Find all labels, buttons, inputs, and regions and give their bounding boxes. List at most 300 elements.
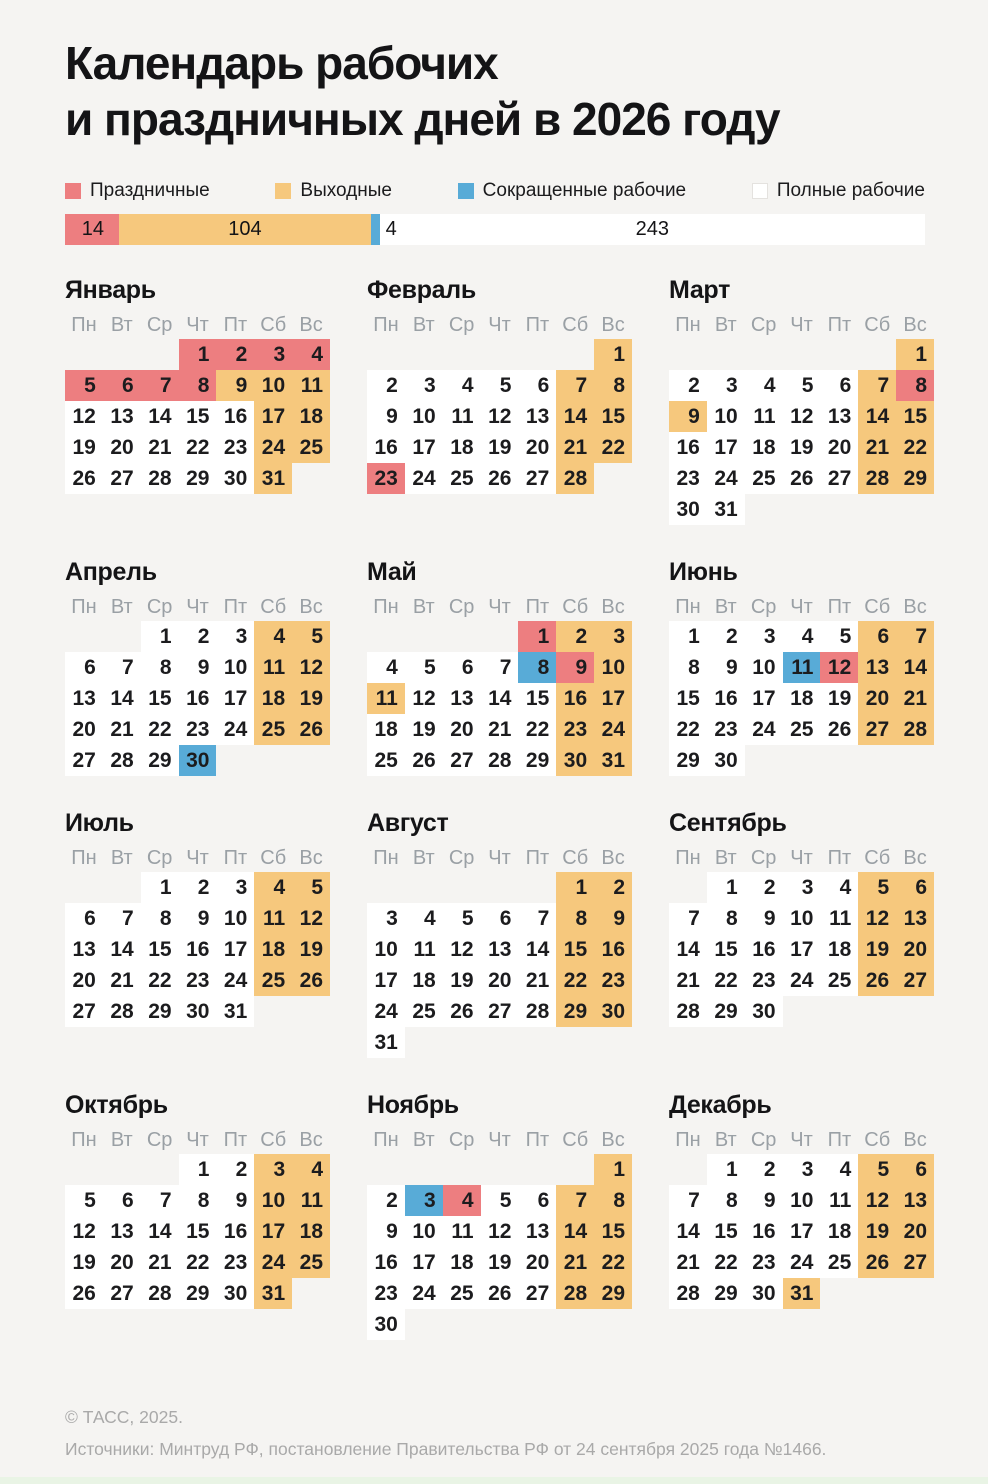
- day-cell: 6: [481, 903, 519, 934]
- day-cell: 1: [179, 1154, 217, 1185]
- weekday-label: Ср: [448, 847, 475, 870]
- day-cell: 23: [669, 463, 707, 494]
- day-cell: 22: [707, 1247, 745, 1278]
- day-cell: 19: [292, 934, 330, 965]
- day-cell: 12: [858, 903, 896, 934]
- day-cell: 11: [443, 401, 481, 432]
- day-cell: 15: [707, 934, 745, 965]
- week-row: [367, 745, 632, 776]
- week-row: [367, 872, 632, 903]
- day-cell: 27: [896, 965, 934, 996]
- day-cell: 1: [707, 1154, 745, 1185]
- day-cell: 27: [820, 463, 858, 494]
- weekday-label: Сб: [864, 596, 891, 619]
- weekday-label: Пт: [827, 314, 852, 337]
- day-cell: 11: [405, 934, 443, 965]
- day-cell: 7: [481, 652, 519, 683]
- day-cell: 23: [216, 1247, 254, 1278]
- day-cell: 30: [216, 463, 254, 494]
- day-cell: 20: [896, 934, 934, 965]
- day-cell: 27: [103, 1278, 141, 1309]
- month-block: [367, 276, 632, 494]
- day-cell: 17: [216, 934, 254, 965]
- day-cell: 15: [179, 1216, 217, 1247]
- short-day-swatch-icon: [458, 183, 474, 199]
- day-cell: 14: [141, 401, 179, 432]
- day-cell: 31: [254, 1278, 292, 1309]
- weekday-header-row: [669, 1128, 934, 1154]
- week-row: [669, 652, 934, 683]
- week-row: [669, 934, 934, 965]
- summary-stacked-bar: [65, 214, 925, 245]
- day-cell: 3: [707, 370, 745, 401]
- weekday-label: Ср: [750, 596, 777, 619]
- month-block: [367, 558, 632, 776]
- day-cell: 22: [594, 1247, 632, 1278]
- day-cell: 13: [65, 683, 103, 714]
- day-cell: 26: [65, 1278, 103, 1309]
- weekday-label: Чт: [790, 1129, 813, 1152]
- empty-cell: [103, 339, 141, 370]
- day-cell: 7: [103, 903, 141, 934]
- day-cell: 4: [292, 1154, 330, 1185]
- week-row: [669, 1278, 934, 1309]
- day-cell: 9: [179, 903, 217, 934]
- page-title: [65, 36, 925, 147]
- weekday-label: Пн: [675, 847, 701, 870]
- weekday-label: Чт: [488, 1129, 511, 1152]
- day-cell: 5: [292, 621, 330, 652]
- day-cell: 20: [820, 432, 858, 463]
- weekday-label: Чт: [790, 314, 813, 337]
- day-cell: 2: [367, 1185, 405, 1216]
- day-cell: 5: [65, 370, 103, 401]
- day-cell: 7: [518, 903, 556, 934]
- day-cell: 16: [216, 1216, 254, 1247]
- day-cell: 3: [594, 621, 632, 652]
- weekday-label: Пн: [71, 314, 97, 337]
- day-cell: 6: [518, 370, 556, 401]
- day-cell: 10: [405, 401, 443, 432]
- legend-item-short: [458, 180, 686, 202]
- weekday-label: Пн: [675, 314, 701, 337]
- day-cell: 9: [556, 652, 594, 683]
- day-cell: 29: [707, 1278, 745, 1309]
- weekday-label: Пт: [223, 847, 248, 870]
- day-cell: 4: [745, 370, 783, 401]
- weekday-label: Ср: [750, 314, 777, 337]
- day-cell: 16: [179, 934, 217, 965]
- weekday-label: Вт: [412, 596, 435, 619]
- day-cell: 16: [367, 1247, 405, 1278]
- weekday-label: Чт: [488, 596, 511, 619]
- empty-cell: [405, 872, 443, 903]
- day-cell: 9: [669, 401, 707, 432]
- weekday-label: Сб: [864, 1129, 891, 1152]
- day-cell: 22: [141, 714, 179, 745]
- weekday-label: Вт: [110, 314, 133, 337]
- day-cell: 2: [216, 339, 254, 370]
- day-cell: 17: [405, 432, 443, 463]
- day-cell: 11: [783, 652, 821, 683]
- day-cell: 4: [405, 903, 443, 934]
- day-cell: 26: [858, 965, 896, 996]
- weekday-label: Пн: [373, 847, 399, 870]
- day-cell: 21: [669, 1247, 707, 1278]
- week-row: [65, 683, 330, 714]
- day-cell: 14: [481, 683, 519, 714]
- day-cell: 23: [179, 965, 217, 996]
- day-cell: 22: [896, 432, 934, 463]
- weekday-label: Вс: [299, 596, 323, 619]
- day-cell: 11: [820, 903, 858, 934]
- week-row: [65, 745, 330, 776]
- day-cell: 21: [518, 965, 556, 996]
- day-cell: 20: [103, 1247, 141, 1278]
- day-cell: 18: [367, 714, 405, 745]
- day-cell: 21: [556, 432, 594, 463]
- day-cell: 15: [556, 934, 594, 965]
- day-cell: 22: [556, 965, 594, 996]
- day-cell: 23: [216, 432, 254, 463]
- day-cell: 19: [405, 714, 443, 745]
- day-cell: 5: [858, 872, 896, 903]
- day-cell: 22: [179, 432, 217, 463]
- day-cell: 26: [481, 1278, 519, 1309]
- day-cell: 30: [216, 1278, 254, 1309]
- week-row: [65, 621, 330, 652]
- month-title: Февраль: [367, 276, 476, 305]
- day-cell: 13: [103, 401, 141, 432]
- day-cell: 29: [896, 463, 934, 494]
- day-cell: 6: [103, 370, 141, 401]
- day-cell: 18: [745, 432, 783, 463]
- weekday-label: Вс: [903, 596, 927, 619]
- day-cell: 3: [254, 339, 292, 370]
- day-cell: 2: [367, 370, 405, 401]
- day-cell: 30: [556, 745, 594, 776]
- day-cell: 10: [254, 1185, 292, 1216]
- day-cell: 28: [518, 996, 556, 1027]
- day-cell: 2: [216, 1154, 254, 1185]
- empty-cell: [707, 339, 745, 370]
- day-cell: 20: [65, 714, 103, 745]
- weekday-label: Пт: [827, 1129, 852, 1152]
- weekday-label: Ср: [750, 847, 777, 870]
- weekday-label: Чт: [488, 847, 511, 870]
- day-cell: 9: [707, 652, 745, 683]
- day-cell: 26: [292, 714, 330, 745]
- empty-cell: [556, 339, 594, 370]
- bar-segment-short: [371, 214, 397, 245]
- day-cell: 18: [443, 432, 481, 463]
- day-cell: 7: [896, 621, 934, 652]
- day-cell: 13: [103, 1216, 141, 1247]
- week-row: [65, 714, 330, 745]
- week-row: [669, 401, 934, 432]
- month-title: Декабрь: [669, 1091, 772, 1120]
- week-row: [669, 714, 934, 745]
- weekday-label: Пн: [373, 1129, 399, 1152]
- day-cell: 8: [556, 903, 594, 934]
- day-cell: 8: [141, 652, 179, 683]
- day-cell: 17: [707, 432, 745, 463]
- weekday-label: Пт: [525, 847, 550, 870]
- day-cell: 24: [254, 432, 292, 463]
- empty-cell: [141, 339, 179, 370]
- day-cell: 20: [896, 1216, 934, 1247]
- day-cell: 16: [745, 934, 783, 965]
- day-cell: 1: [594, 339, 632, 370]
- month-title: Сентябрь: [669, 809, 787, 838]
- week-row: [65, 463, 330, 494]
- empty-cell: [745, 339, 783, 370]
- day-cell: 10: [405, 1216, 443, 1247]
- day-cell: 28: [896, 714, 934, 745]
- day-cell: 13: [896, 1185, 934, 1216]
- weekday-label: Чт: [488, 314, 511, 337]
- day-cell: 30: [745, 1278, 783, 1309]
- day-cell: 22: [669, 714, 707, 745]
- weekday-header-row: [669, 313, 934, 339]
- day-cell: 1: [594, 1154, 632, 1185]
- day-cell: 31: [216, 996, 254, 1027]
- day-cell: 8: [518, 652, 556, 683]
- day-cell: 26: [858, 1247, 896, 1278]
- day-cell: 11: [443, 1216, 481, 1247]
- day-cell: 30: [179, 745, 217, 776]
- day-cell: 2: [707, 621, 745, 652]
- day-cell: 23: [594, 965, 632, 996]
- day-cell: 21: [141, 432, 179, 463]
- weekday-label: Вс: [601, 1129, 625, 1152]
- day-cell: 6: [896, 1154, 934, 1185]
- day-cell: 12: [292, 652, 330, 683]
- day-cell: 24: [216, 714, 254, 745]
- day-cell: 9: [745, 1185, 783, 1216]
- week-row: [367, 621, 632, 652]
- day-cell: 3: [216, 621, 254, 652]
- weekday-header-row: [65, 313, 330, 339]
- weekday-label: Пт: [827, 847, 852, 870]
- day-cell: 28: [556, 463, 594, 494]
- day-cell: 23: [556, 714, 594, 745]
- day-cell: 4: [292, 339, 330, 370]
- day-cell: 7: [103, 652, 141, 683]
- day-cell: 2: [179, 872, 217, 903]
- empty-cell: [443, 621, 481, 652]
- day-cell: 8: [707, 1185, 745, 1216]
- week-row: [367, 1154, 632, 1185]
- day-cell: 19: [292, 683, 330, 714]
- day-cell: 18: [443, 1247, 481, 1278]
- day-cell: 14: [669, 1216, 707, 1247]
- footer-copyright: © ТАСС, 2025.: [65, 1407, 183, 1428]
- week-row: [367, 903, 632, 934]
- day-cell: 30: [594, 996, 632, 1027]
- empty-cell: [103, 621, 141, 652]
- week-row: [65, 1247, 330, 1278]
- day-cell: 27: [65, 996, 103, 1027]
- legend-item-weekend: [275, 180, 392, 202]
- day-cell: 10: [707, 401, 745, 432]
- day-cell: 31: [707, 494, 745, 525]
- day-cell: 20: [518, 432, 556, 463]
- empty-cell: [858, 339, 896, 370]
- weekday-label: Пн: [71, 847, 97, 870]
- day-cell: 10: [783, 1185, 821, 1216]
- day-cell: 1: [707, 872, 745, 903]
- month-block: [65, 558, 330, 776]
- month-title: Март: [669, 276, 731, 305]
- day-cell: 8: [179, 1185, 217, 1216]
- legend-item-holiday: [65, 180, 210, 202]
- day-cell: 19: [443, 965, 481, 996]
- week-row: [367, 370, 632, 401]
- day-cell: 17: [594, 683, 632, 714]
- week-row: [65, 1216, 330, 1247]
- weekday-label: Вс: [903, 1129, 927, 1152]
- weekday-label: Пт: [525, 1129, 550, 1152]
- day-cell: 5: [481, 1185, 519, 1216]
- day-cell: 27: [481, 996, 519, 1027]
- day-cell: 27: [443, 745, 481, 776]
- day-cell: 25: [254, 965, 292, 996]
- day-cell: 1: [518, 621, 556, 652]
- empty-cell: [65, 1154, 103, 1185]
- week-row: [669, 683, 934, 714]
- day-cell: 16: [669, 432, 707, 463]
- day-cell: 21: [556, 1247, 594, 1278]
- day-cell: 5: [405, 652, 443, 683]
- day-cell: 11: [254, 652, 292, 683]
- day-cell: 9: [594, 903, 632, 934]
- week-row: [367, 1309, 632, 1340]
- weekday-label: Ср: [146, 1129, 173, 1152]
- day-cell: 24: [254, 1247, 292, 1278]
- day-cell: 16: [745, 1216, 783, 1247]
- bar-segment-weekend: [119, 214, 371, 245]
- week-row: [65, 652, 330, 683]
- day-cell: 31: [367, 1027, 405, 1058]
- day-cell: 3: [405, 1185, 443, 1216]
- day-cell: 25: [443, 463, 481, 494]
- day-cell: 25: [745, 463, 783, 494]
- empty-cell: [669, 1154, 707, 1185]
- day-cell: 23: [179, 714, 217, 745]
- week-row: [669, 872, 934, 903]
- bar-segment-holiday: [65, 214, 119, 245]
- month-block: [669, 558, 934, 776]
- day-cell: 17: [216, 683, 254, 714]
- day-cell: 3: [405, 370, 443, 401]
- day-cell: 15: [518, 683, 556, 714]
- weekday-label: Пт: [223, 596, 248, 619]
- weekday-label: Вт: [714, 1129, 737, 1152]
- day-cell: 17: [254, 401, 292, 432]
- day-cell: 9: [216, 1185, 254, 1216]
- day-cell: 2: [745, 1154, 783, 1185]
- weekday-label: Вс: [601, 847, 625, 870]
- bottom-accent-strip: [0, 1477, 988, 1484]
- day-cell: 17: [367, 965, 405, 996]
- day-cell: 18: [820, 934, 858, 965]
- day-cell: 24: [707, 463, 745, 494]
- legend: [65, 180, 925, 202]
- day-cell: 29: [594, 1278, 632, 1309]
- week-row: [367, 683, 632, 714]
- day-cell: 3: [216, 872, 254, 903]
- day-cell: 7: [141, 1185, 179, 1216]
- day-cell: 6: [896, 872, 934, 903]
- day-cell: 19: [820, 683, 858, 714]
- day-cell: 24: [594, 714, 632, 745]
- legend-label: Полные рабочие: [776, 180, 925, 202]
- weekday-label: Вт: [110, 847, 133, 870]
- weekday-header-row: [367, 595, 632, 621]
- day-cell: 28: [858, 463, 896, 494]
- day-cell: 30: [367, 1309, 405, 1340]
- legend-item-work: [752, 180, 925, 202]
- day-cell: 26: [65, 463, 103, 494]
- week-row: [669, 463, 934, 494]
- day-cell: 30: [669, 494, 707, 525]
- day-cell: 3: [367, 903, 405, 934]
- month-block: [669, 276, 934, 525]
- day-cell: 14: [518, 934, 556, 965]
- weekday-header-row: [65, 846, 330, 872]
- day-cell: 7: [858, 370, 896, 401]
- day-cell: 11: [745, 401, 783, 432]
- weekday-label: Пн: [373, 596, 399, 619]
- day-cell: 12: [783, 401, 821, 432]
- week-row: [367, 432, 632, 463]
- weekday-label: Сб: [260, 847, 287, 870]
- day-cell: 25: [783, 714, 821, 745]
- day-cell: 15: [141, 934, 179, 965]
- day-cell: 19: [481, 1247, 519, 1278]
- week-row: [669, 1185, 934, 1216]
- weekday-label: Чт: [186, 847, 209, 870]
- day-cell: 10: [216, 652, 254, 683]
- day-cell: 7: [556, 1185, 594, 1216]
- weekday-label: Сб: [562, 314, 589, 337]
- empty-cell: [556, 1154, 594, 1185]
- weekday-label: Ср: [146, 847, 173, 870]
- day-cell: 9: [179, 652, 217, 683]
- day-cell: 10: [594, 652, 632, 683]
- day-cell: 19: [481, 432, 519, 463]
- week-row: [367, 652, 632, 683]
- weekday-header-row: [367, 1128, 632, 1154]
- day-cell: 22: [518, 714, 556, 745]
- day-cell: 22: [141, 965, 179, 996]
- week-row: [65, 903, 330, 934]
- page-title-line2: и праздничных дней в 2026 году: [65, 92, 780, 145]
- weekday-label: Чт: [186, 1129, 209, 1152]
- day-cell: 14: [103, 934, 141, 965]
- day-cell: 21: [103, 965, 141, 996]
- month-block: [669, 809, 934, 1027]
- day-cell: 15: [179, 401, 217, 432]
- day-cell: 13: [820, 401, 858, 432]
- empty-cell: [65, 339, 103, 370]
- day-cell: 9: [367, 401, 405, 432]
- weekday-label: Сб: [260, 1129, 287, 1152]
- day-cell: 18: [292, 1216, 330, 1247]
- day-cell: 29: [556, 996, 594, 1027]
- month-block: [367, 809, 632, 1058]
